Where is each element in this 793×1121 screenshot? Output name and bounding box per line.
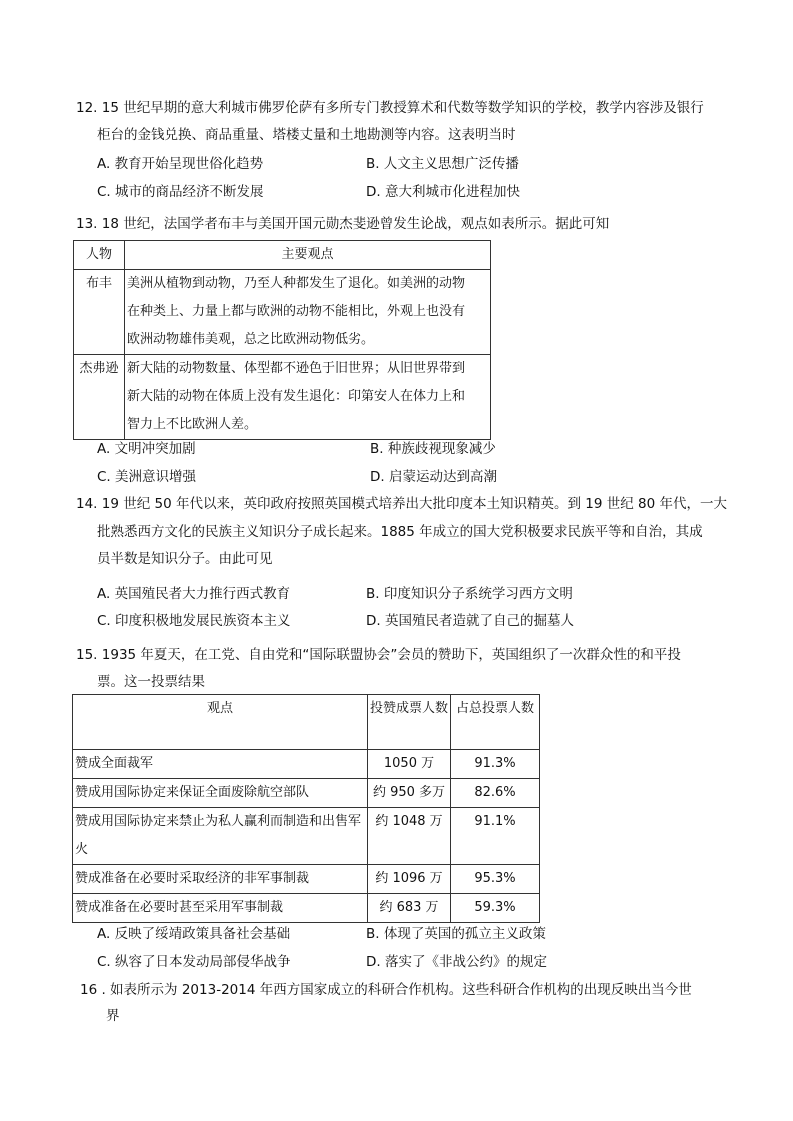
q13-option-d[interactable]: D. 启蒙运动达到高潮	[370, 469, 497, 485]
q15-row2-pct: 82.6%	[451, 779, 540, 808]
q14-option-a[interactable]: A. 英国殖民者大力推行西式教育	[97, 586, 291, 602]
q12-option-b[interactable]: B. 人文主义思想广泛传播	[366, 156, 519, 172]
q12-option-c[interactable]: C. 城市的商品经济不断发展	[97, 184, 264, 200]
q15-row2-view: 赞成用国际协定来保证全面废除航空部队	[73, 779, 368, 808]
q15-row5-pct: 59.3%	[451, 894, 540, 923]
q15-row	[73, 779, 540, 808]
q12-stem-line1: 12. 15 世纪早期的意大利城市佛罗伦萨有多所专门教授算术和代数等数学知识的学校，教学内容涉及银行	[76, 100, 704, 116]
q15-row3-view: 赞成用国际协定来禁止为私人赢利而制造和出售军火	[73, 808, 368, 865]
q15-table	[72, 694, 540, 923]
q14-stem-line2: 批熟悉西方文化的民族主义知识分子成长起来。1885 年成立的国大党积极要求民族平等和自治，其成	[97, 524, 703, 540]
q15-row3-pct: 91.1%	[451, 808, 540, 865]
q13-row1-line: 美洲从植物到动物，乃至人种都发生了退化。如美洲的动物	[127, 276, 466, 291]
q12-option-a[interactable]: A. 教育开始呈现世俗化趋势	[97, 156, 264, 172]
q15-stem-line2: 票。这一投票结果	[97, 674, 205, 690]
q14-option-d[interactable]: D. 英国殖民者造就了自己的掘墓人	[366, 613, 574, 629]
q15-row1-pct: 91.3%	[451, 750, 540, 779]
q13-row2-line: 新大陆的动物在体质上没有发生退化：印第安人在体力上和	[127, 389, 466, 404]
q14-stem-line3: 员半数是知识分子。由此可见	[97, 551, 273, 567]
q16-stem-line1: 16 . 如表所示为 2013-2014 年西方国家成立的科研合作机构。这些科研合作机构的出现反映出当今世	[80, 982, 692, 998]
q13-header-views: 主要观点	[125, 241, 491, 270]
q13-option-a[interactable]: A. 文明冲突加剧	[97, 441, 196, 457]
q15-row	[73, 750, 540, 779]
q14-stem-line1: 14. 19 世纪 50 年代以来，英印政府按照英国模式培养出大批印度本土知识精英。到 19 世纪 80 年代，一大	[76, 496, 728, 512]
q15-row5-votes: 约 683 万	[368, 894, 451, 923]
q15-row3-votes: 约 1048 万	[368, 808, 451, 865]
q14-option-c[interactable]: C. 印度积极地发展民族资本主义	[97, 613, 291, 629]
q15-row4-pct: 95.3%	[451, 865, 540, 894]
q13-row1-views	[125, 270, 491, 355]
q15-row	[73, 808, 540, 865]
q15-row	[73, 894, 540, 923]
q13-row2-person: 杰弗逊	[74, 355, 125, 440]
q15-option-d[interactable]: D. 落实了《非战公约》的规定	[366, 954, 547, 970]
q13-option-c[interactable]: C. 美洲意识增强	[97, 469, 197, 485]
q15-option-b[interactable]: B. 体现了英国的孤立主义政策	[366, 926, 546, 942]
q13-table	[73, 240, 491, 440]
q12-stem-line2: 柜台的金钱兑换、商品重量、塔楼丈量和土地勘测等内容。这表明当时	[97, 127, 516, 143]
q15-option-a[interactable]: A. 反映了绥靖政策具备社会基础	[97, 926, 291, 942]
q15-option-c[interactable]: C. 纵容了日本发动局部侵华战争	[97, 954, 291, 970]
q15-stem-line1: 15. 1935 年夏天，在工党、自由党和“国际联盟协会”会员的赞助下，英国组织了一次群众性的和平投	[76, 647, 681, 663]
q13-option-b[interactable]: B. 种族歧视现象减少	[370, 441, 496, 457]
q13-stem-line1: 13. 18 世纪，法国学者布丰与美国开国元勋杰斐逊曾发生论战，观点如表所示。据此可知	[76, 216, 610, 232]
q15-header-votes: 投赞成票人数	[368, 695, 451, 750]
q16-stem-line2: 界	[106, 1008, 120, 1024]
q13-row2-line: 智力上不比欧洲人差。	[127, 417, 258, 432]
q14-option-b[interactable]: B. 印度知识分子系统学习西方文明	[366, 586, 573, 602]
q15-row4-votes: 约 1096 万	[368, 865, 451, 894]
q13-row2-line: 新大陆的动物数量、体型都不逊色于旧世界；从旧世界带到	[127, 361, 466, 376]
q15-row5-view: 赞成准备在必要时甚至采用军事制裁	[73, 894, 368, 923]
q15-row4-view: 赞成准备在必要时采取经济的非军事制裁	[73, 865, 368, 894]
q15-row	[73, 865, 540, 894]
q13-row1-line: 在种类上、力量上都与欧洲的动物不能相比，外观上也没有	[127, 304, 466, 319]
q15-row2-votes: 约 950 多万	[368, 779, 451, 808]
q15-row1-votes: 1050 万	[368, 750, 451, 779]
q13-row2-views	[125, 355, 491, 440]
q13-header-person: 人物	[74, 241, 125, 270]
q15-header-pct: 占总投票人数	[451, 695, 540, 750]
q13-row1-line: 欧洲动物雄伟美观，总之比欧洲动物低劣。	[127, 332, 375, 347]
q15-header-view: 观点	[73, 695, 368, 750]
q13-row1-person: 布丰	[74, 270, 125, 355]
q15-row1-view: 赞成全面裁军	[73, 750, 368, 779]
q12-option-d[interactable]: D. 意大利城市化进程加快	[366, 184, 520, 200]
